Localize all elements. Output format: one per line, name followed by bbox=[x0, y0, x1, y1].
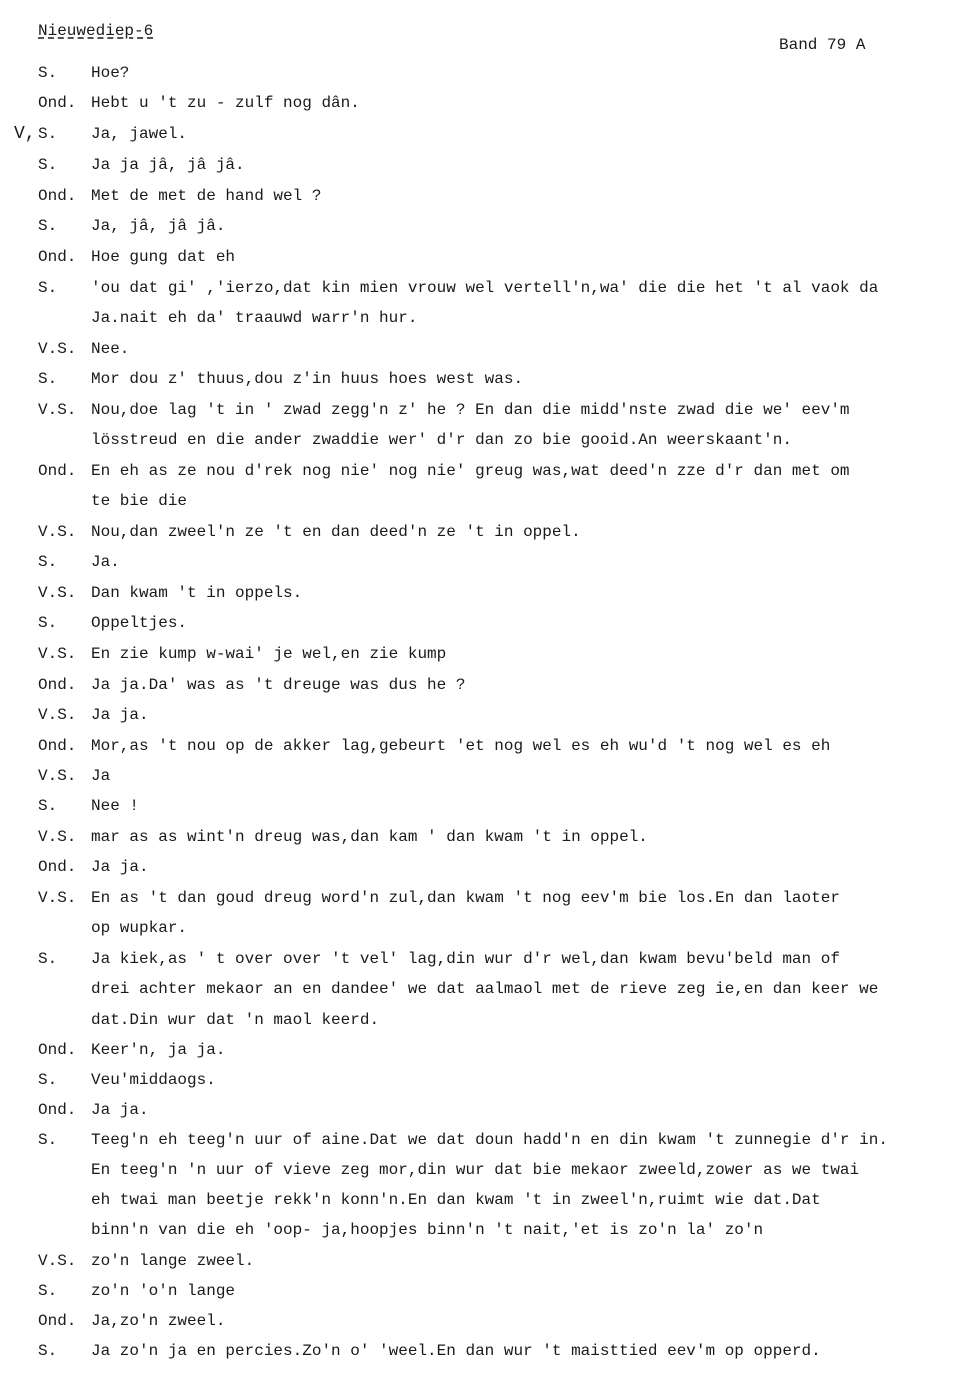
utterance-text: Veu'middaogs. bbox=[91, 1071, 216, 1089]
utterance-text: En teeg'n 'n uur of vieve zeg mor,din wur dat bie mekaor zweeld,zower as we twai bbox=[91, 1161, 860, 1179]
utterance-text: Oppeltjes. bbox=[91, 614, 188, 632]
utterance-text: Ja zo'n ja en percies.Zo'n o' 'weel.En dan wur 't maisttied eev'm op opperd. bbox=[91, 1342, 821, 1360]
speaker-label: V.S. bbox=[38, 828, 77, 846]
speaker-label: S. bbox=[38, 64, 58, 82]
utterance-text: Hoe? bbox=[91, 64, 130, 82]
utterance-text: Mor,as 't nou op de akker lag,gebeurt 'et nog wel es eh wu'd 't nog wel es eh bbox=[91, 737, 831, 755]
band-label: Band 79 A bbox=[779, 36, 866, 54]
speaker-label: S. bbox=[38, 279, 58, 297]
utterance-text: mar as as wint'n dreug was,dan kam ' dan kwam 't in oppel. bbox=[91, 828, 648, 846]
speaker-label: S. bbox=[38, 614, 58, 632]
utterance-text: En eh as ze nou d'rek nog nie' nog nie' greug was,wat deed'n zze d'r dan met om bbox=[91, 462, 850, 480]
utterance-text: Ja ja.Da' was as 't dreuge was dus he ? bbox=[91, 676, 466, 694]
utterance-text: Ja, jâ, jâ jâ. bbox=[91, 217, 226, 235]
speaker-label: V.S. bbox=[38, 584, 77, 602]
utterance-text: te bie die bbox=[91, 492, 188, 510]
utterance-text: Ja ja. bbox=[91, 1101, 149, 1119]
speaker-label: S. bbox=[38, 950, 58, 968]
margin-mark: V, bbox=[14, 124, 36, 144]
utterance-text: 'ou dat gi' ,'ierzo,dat kin mien vrouw wel vertell'n,wa' die die het 't al vaok da bbox=[91, 279, 879, 297]
speaker-label: S. bbox=[38, 370, 58, 388]
speaker-label: S. bbox=[38, 797, 58, 815]
speaker-label: V.S. bbox=[38, 401, 77, 419]
utterance-text: Met de met de hand wel ? bbox=[91, 187, 322, 205]
utterance-text: zo'n 'o'n lange bbox=[91, 1282, 236, 1300]
utterance-text: Ja ja. bbox=[91, 706, 149, 724]
utterance-text: Nee. bbox=[91, 340, 130, 358]
utterance-text: Ja. bbox=[91, 553, 120, 571]
speaker-label: S. bbox=[38, 1282, 58, 1300]
utterance-text: Ja ja. bbox=[91, 858, 149, 876]
utterance-text: Ja, jawel. bbox=[91, 125, 188, 143]
speaker-label: S. bbox=[38, 1131, 58, 1149]
utterance-text: Ja kiek,as ' t over over 't vel' lag,din wur d'r wel,dan kwam bevu'beld man of bbox=[91, 950, 840, 968]
utterance-text: Ja,zo'n zweel. bbox=[91, 1312, 226, 1330]
utterance-text: zo'n lange zweel. bbox=[91, 1252, 255, 1270]
utterance-text: Hoe gung dat eh bbox=[91, 248, 236, 266]
speaker-label: Ond. bbox=[38, 1312, 77, 1330]
utterance-text: Keer'n, ja ja. bbox=[91, 1041, 226, 1059]
speaker-label: V.S. bbox=[38, 523, 77, 541]
utterance-text: En as 't dan goud dreug word'n zul,dan kwam 't nog eev'm bie los.En dan laoter bbox=[91, 889, 840, 907]
speaker-label: Ond. bbox=[38, 187, 77, 205]
utterance-text: Dan kwam 't in oppels. bbox=[91, 584, 303, 602]
speaker-label: Ond. bbox=[38, 248, 77, 266]
utterance-text: Ja bbox=[91, 767, 111, 785]
utterance-text: Ja.nait eh da' traauwd warr'n hur. bbox=[91, 309, 418, 327]
speaker-label: S. bbox=[38, 1342, 58, 1360]
utterance-text: Nou,doe lag 't in ' zwad zegg'n z' he ? En dan die midd'nste zwad die we' eev'm bbox=[91, 401, 850, 419]
speaker-label: Ond. bbox=[38, 858, 77, 876]
speaker-label: Ond. bbox=[38, 1101, 77, 1119]
speaker-label: S. bbox=[38, 125, 58, 143]
speaker-label: V.S. bbox=[38, 767, 77, 785]
utterance-text: En zie kump w-wai' je wel,en zie kump bbox=[91, 645, 447, 663]
utterance-text: lösstreud en die ander zwaddie wer' d'r dan zo bie gooid.An weerskaant'n. bbox=[91, 431, 792, 449]
speaker-label: Ond. bbox=[38, 94, 77, 112]
document-title: Nieuwediep-6 bbox=[38, 22, 154, 40]
speaker-label: V.S. bbox=[38, 1252, 77, 1270]
speaker-label: Ond. bbox=[38, 1041, 77, 1059]
utterance-text: drei achter mekaor an en dandee' we dat aalmaol met de rieve zeg ie,en dan keer we bbox=[91, 980, 879, 998]
speaker-label: Ond. bbox=[38, 737, 77, 755]
speaker-label: S. bbox=[38, 1071, 58, 1089]
speaker-label: V.S. bbox=[38, 340, 77, 358]
utterance-text: eh twai man beetje rekk'n konn'n.En dan kwam 't in zweel'n,ruimt wie dat.Dat bbox=[91, 1191, 821, 1209]
speaker-label: V.S. bbox=[38, 706, 77, 724]
utterance-text: op wupkar. bbox=[91, 919, 188, 937]
speaker-label: Ond. bbox=[38, 462, 77, 480]
speaker-label: Ond. bbox=[38, 676, 77, 694]
utterance-text: Ja ja jâ, jâ jâ. bbox=[91, 156, 245, 174]
utterance-text: Hebt u 't zu - zulf nog dân. bbox=[91, 94, 360, 112]
utterance-text: binn'n van die eh 'oop- ja,hoopjes binn'n 't nait,'et is zo'n la' zo'n bbox=[91, 1221, 764, 1239]
speaker-label: V.S. bbox=[38, 889, 77, 907]
utterance-text: Mor dou z' thuus,dou z'in huus hoes west was. bbox=[91, 370, 524, 388]
utterance-text: Nou,dan zweel'n ze 't en dan deed'n ze 't in oppel. bbox=[91, 523, 581, 541]
utterance-text: Teeg'n eh teeg'n uur of aine.Dat we dat doun hadd'n en din kwam 't zunnegie d'r in. bbox=[91, 1131, 888, 1149]
speaker-label: S. bbox=[38, 156, 58, 174]
speaker-label: V.S. bbox=[38, 645, 77, 663]
speaker-label: S. bbox=[38, 553, 58, 571]
utterance-text: Nee ! bbox=[91, 797, 140, 815]
speaker-label: S. bbox=[38, 217, 58, 235]
utterance-text: dat.Din wur dat 'n maol keerd. bbox=[91, 1011, 380, 1029]
